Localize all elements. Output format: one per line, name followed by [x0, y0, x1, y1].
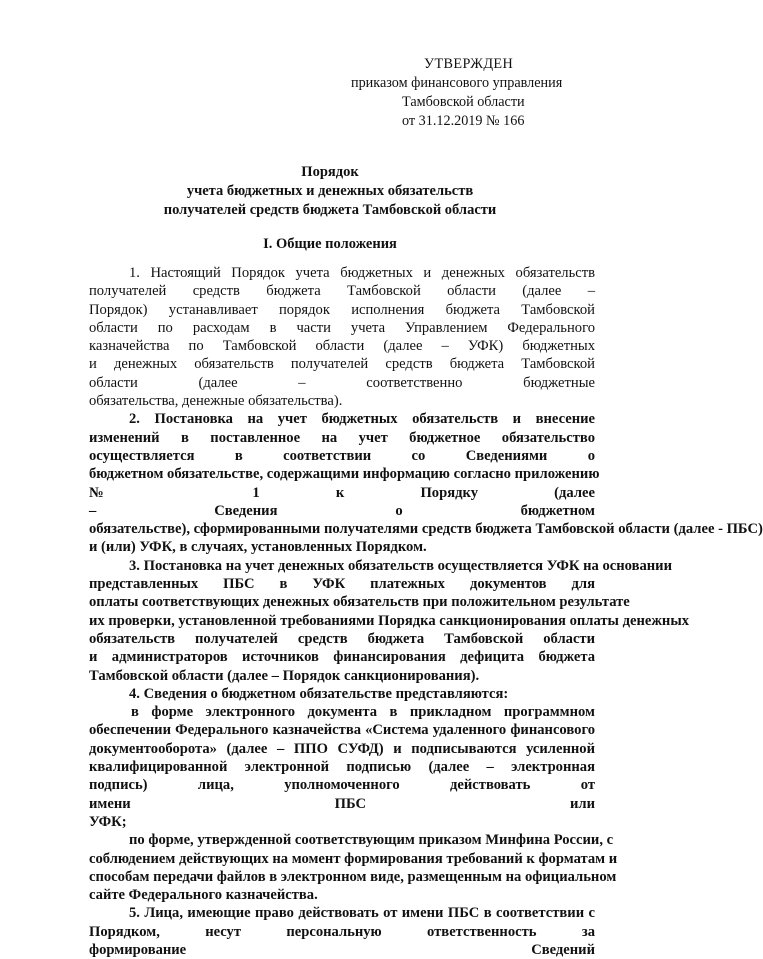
paragraph-1-line: 1. Настоящий Порядок учета бюджетных и денежных обязательств [129, 265, 595, 281]
paragraph-3-line: Тамбовской области (далее – Порядок санкционирования). [89, 667, 480, 684]
paragraph-3-line: 3. Постановка на учет денежных обязательств осуществляется УФК на основании [129, 557, 672, 574]
paragraph-2-line: – Сведения о бюджетном [89, 502, 595, 519]
paragraph-5-line: УФК; [89, 813, 127, 830]
paragraph-1-line: области по расходам в части учета Управлением Федерального [89, 319, 595, 336]
paragraph-6 [89, 831, 618, 904]
paragraph-1-line: казначейства по Тамбовской области (далее – УФК) бюджетных [89, 338, 595, 355]
paragraph-2-line: обязательстве), сформированными получателями средств бюджета Тамбовской области (далее - ПБС) [89, 521, 763, 538]
paragraph-1 [89, 264, 595, 410]
paragraph-6-line: соблюдением действующих на момент формирования требований к форматам и [89, 850, 618, 867]
paragraph-3-line: представленных ПБС в УФК платежных документов для [89, 576, 595, 593]
approval-order-line: приказом финансового управления [351, 75, 563, 91]
paragraph-7-line: формирование Сведений [89, 941, 595, 958]
paragraph-5-line: обеспечении Федерального казначейства «Система удаленного финансового [89, 722, 595, 739]
paragraph-3 [89, 557, 690, 685]
paragraph-2-line: и (или) УФК, в случаях, установленных Порядком. [89, 539, 427, 556]
paragraph-1-line: получателей средств бюджета Тамбовской области (далее – [89, 283, 595, 300]
paragraph-7-line: Порядком, несут персональную ответственность за [89, 923, 595, 940]
paragraph-3-line: оплаты соответствующих денежных обязательств при положительном результате [89, 594, 630, 611]
paragraph-5-line: в форме электронного документа в прикладном программном [131, 704, 595, 721]
paragraph-2 [89, 410, 763, 556]
section-heading: I. Общие положения [263, 236, 397, 252]
approval-date-line: от 31.12.2019 № 166 [402, 113, 525, 129]
approval-stamp [350, 55, 610, 131]
paragraph-7-line: 5. Лица, имеющие право действовать от имени ПБС в соответствии с [129, 905, 595, 922]
paragraph-2-line: бюджетном обязательстве, содержащими информацию согласно приложению [89, 466, 600, 483]
paragraph-2-line: осуществляется в соответствии со Сведениями о [89, 447, 595, 464]
paragraph-6-line: сайте Федерального казначейства. [89, 887, 318, 904]
approval-title: УТВЕРЖДЕН [424, 56, 514, 72]
paragraph-3-line: их проверки, установленной требованиями Порядка санкционирования оплаты денежных [89, 612, 690, 629]
paragraph-7 [89, 904, 595, 959]
approval-region-line: Тамбовской области [402, 94, 525, 110]
paragraph-5 [89, 703, 595, 831]
paragraph-5-line: документооборота» (далее – ППО СУФД) и подписываются усиленной [89, 740, 595, 757]
paragraph-6-line: по форме, утвержденной соответствующим приказом Минфина России, с [129, 832, 614, 849]
paragraph-5-line: квалифицированной электронной подписью (далее – электронная [89, 759, 595, 776]
paragraph-2-line: изменений в поставленное на учет бюджетное обязательство [89, 429, 595, 446]
document-title: Порядок [301, 164, 359, 180]
paragraph-1-line: области (далее – соответственно бюджетные [89, 374, 595, 391]
document-subtitle-1: учета бюджетных и денежных обязательств [186, 183, 474, 199]
paragraph-3-line: и администраторов источников финансирования дефицита бюджета [89, 649, 595, 666]
paragraph-2-line: № 1 к Порядку (далее [89, 484, 595, 501]
paragraph-4-line: 4. Сведения о бюджетном обязательстве представляются: [129, 685, 509, 702]
document-subtitle-2: получателей средств бюджета Тамбовской области [163, 202, 497, 218]
paragraph-5-line: подпись) лица, уполномоченного действовать от [89, 777, 595, 794]
paragraph-4 [89, 685, 595, 703]
paragraph-1-line: Порядок) устанавливает порядок исполнения бюджета Тамбовской [89, 301, 595, 318]
document-body [89, 264, 763, 959]
paragraph-5-line: имени ПБС или [89, 795, 595, 812]
paragraph-2-line: 2. Постановка на учет бюджетных обязательств и внесение [129, 411, 595, 428]
paragraph-6-line: способам передачи файлов в электронном виде, размещенным на официальном [89, 868, 617, 885]
paragraph-1-line: и денежных обязательств получателей средств бюджета Тамбовской [89, 356, 595, 373]
paragraph-3-line: обязательств получателей средств бюджета Тамбовской области [89, 630, 595, 647]
paragraph-1-line: обязательства, денежные обязательства). [89, 393, 343, 410]
